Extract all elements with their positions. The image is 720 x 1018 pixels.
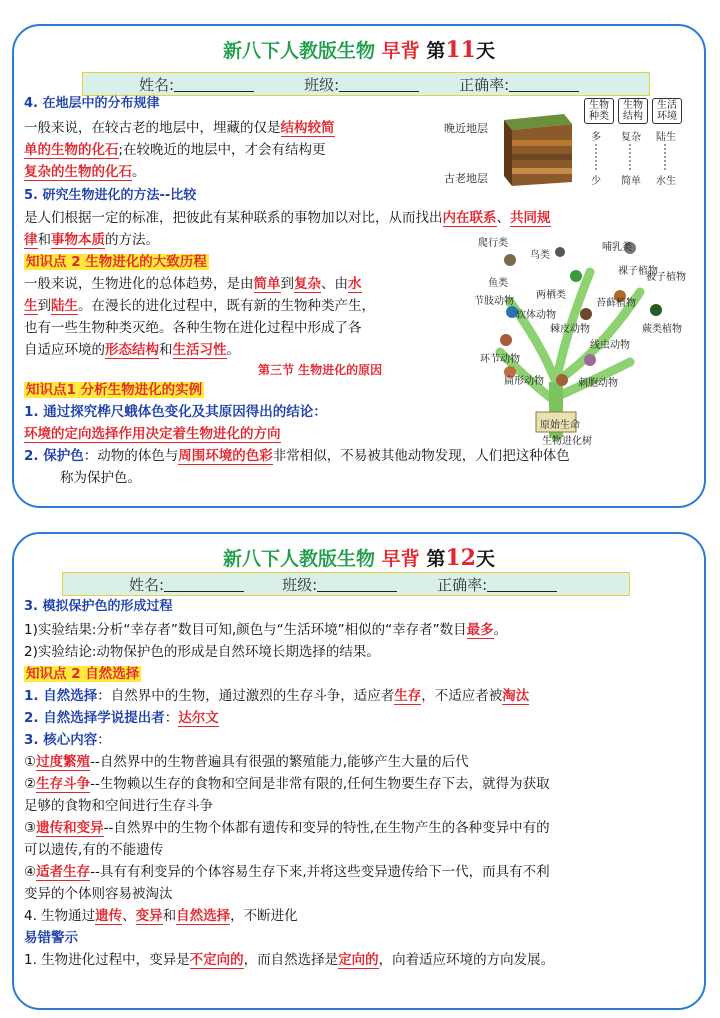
text-span: 非常相似，不易被其他动物发现，人们把这种体色 (272, 448, 570, 464)
class-label: 班级: (282, 575, 318, 594)
text-span: 。 (132, 164, 146, 180)
text-span: 鱼类 (488, 278, 508, 289)
text-span: ② (24, 776, 37, 792)
kp2-heading (24, 252, 209, 272)
text-span: 自然选择 (176, 908, 231, 924)
text-span: 1)实验结果:分析“幸存者”数目可知,颜色与“生活环境”相似的“幸存者”数目 (24, 622, 467, 638)
text-span: 水生 (656, 176, 676, 187)
text-span: ：动物的体色与 (83, 448, 179, 464)
text-span: 不定向的 (189, 952, 244, 968)
kp1-line2 (24, 424, 281, 444)
text-span: 遗传和变异 (36, 820, 104, 836)
strata-col3-head (652, 98, 682, 124)
text-span: 环节动物 (480, 354, 520, 365)
text-span: 律 (24, 232, 38, 248)
text-span: 遗传 (95, 908, 123, 924)
kp2-line2 (24, 296, 375, 316)
text-span: 和 (162, 908, 177, 924)
text-span: 4. 生物通过 (24, 908, 96, 924)
text-span: 生存斗争 (36, 776, 91, 792)
text-span: 最多 (466, 622, 494, 638)
core3-line (24, 818, 550, 838)
text-span: 知识点 2 生物进化的大致历程 (26, 254, 207, 270)
class-label: 班级: (304, 75, 340, 94)
rate-blank[interactable] (509, 77, 579, 92)
title-prefix: 新八下人教版生物 (223, 40, 376, 62)
text-span: ④ (24, 864, 37, 880)
text-span: 复杂的生物的化石 (24, 164, 132, 180)
strata-col1-head (584, 98, 614, 124)
text-span: 1. 自然选择 (24, 688, 98, 704)
text-span: 。 (226, 342, 240, 358)
kp1-heading (24, 380, 204, 400)
name-blank[interactable] (164, 577, 244, 592)
strata-late-label: 晚近地层 (444, 122, 488, 135)
title-day-pre: 第 (426, 548, 446, 570)
text-span: 鸟类 (530, 250, 550, 261)
text-span: 3. 核心内容 (24, 732, 98, 748)
text-span: --具有有利变异的个体容易生存下来,并将这些变异遗传给下一代，而具有不利 (90, 864, 550, 880)
s4-heading: 4. 在地层中的分布规律 (24, 96, 160, 111)
text-span: 哺乳类 (602, 242, 632, 253)
section3-heading: 第三节 生物进化的原因 (258, 363, 383, 377)
text-span: 2. 自然选择学说提出者 (24, 710, 165, 726)
rate-label: 正确率: (459, 75, 510, 94)
text-span: 陆生 (51, 298, 78, 314)
evolution-tree-diagram (470, 232, 694, 447)
text-span: 知识点 2 自然选择 (26, 666, 140, 682)
text-span: 1. 生物进化过程中，变异是 (24, 952, 190, 968)
strata-arrows (588, 140, 678, 172)
text-span: 节肢动物 (474, 296, 514, 307)
s5-line1 (24, 208, 551, 228)
core4-line2: 变异的个体则容易被淘汰 (24, 886, 173, 902)
core1-line (24, 752, 469, 772)
text-span: 棘皮动物 (550, 324, 590, 335)
text-span: 单的生物的化石 (24, 142, 119, 158)
text-span: ③ (24, 820, 37, 836)
core4-line (24, 862, 550, 882)
text-span: 生活环境 (657, 100, 677, 122)
text-span: 自适应环境的 (24, 342, 105, 358)
rate-label: 正确率: (437, 575, 488, 594)
text-span: 淘汰 (502, 688, 530, 704)
warning-line (24, 950, 554, 970)
text-span: 是人们根据一定的标准，把彼此有某种联系的事物加以对比，从而找出 (24, 210, 443, 226)
card-title (14, 544, 704, 571)
text-span: 内在联系 (442, 210, 497, 226)
text-span: --自然界中的生物普遍具有很强的繁殖能力,能够产生大量的后代 (90, 754, 469, 770)
core2-line2: 足够的食物和空间进行生存斗争 (24, 798, 213, 814)
text-span: 生物结构 (623, 100, 643, 122)
text-span: 生物进化树 (542, 436, 592, 447)
text-span: 达尔文 (178, 710, 219, 726)
text-span: 苔藓植物 (596, 298, 636, 309)
text-span: ： (164, 710, 179, 726)
text-span: 形态结构 (105, 342, 159, 358)
text-span: 的方法。 (105, 232, 159, 248)
text-span: 多 (591, 132, 601, 143)
text-span: 线虫动物 (590, 340, 630, 351)
strata-col2-head (618, 98, 648, 124)
text-span: 简单 (621, 176, 641, 187)
text-span: --自然界中的生物个体都有遗传和变异的特性,在生物产生的各种变异中有的 (103, 820, 550, 836)
class-blank[interactable] (339, 77, 419, 92)
k4-line (24, 906, 298, 926)
text-span: 扁形动物 (504, 376, 544, 387)
text-span: 两栖类 (536, 290, 566, 301)
strata-diagram (440, 98, 690, 190)
title-day-num: 11 (445, 37, 476, 63)
k1-line (24, 686, 529, 706)
core2-line (24, 774, 550, 794)
s5-heading: 5. 研究生物进化的方法--比较 (24, 188, 197, 203)
text-span: 到 (280, 276, 294, 292)
text-span: 、 (122, 908, 136, 924)
text-span: 蕨类植物 (642, 324, 682, 335)
conclusion-line: 2)实验结论:动物保护色的形成是自然环境长期选择的结果。 (24, 644, 380, 660)
text-span: 一般来说，生物进化的总体趋势，是由 (24, 276, 254, 292)
title-prefix: 新八下人教版生物 (223, 548, 376, 570)
title-mid: 早背 (381, 40, 420, 62)
strata-block-image (494, 110, 574, 188)
text-span: 到 (37, 298, 51, 314)
text-span: 过度繁殖 (36, 754, 91, 770)
text-span: 。在漫长的进化过程中，既有新的生物种类产生， (78, 298, 375, 314)
text-span: 刺胞动物 (578, 378, 618, 389)
rate-blank[interactable] (487, 577, 557, 592)
warning-heading: 易错警示 (24, 930, 78, 946)
name-bar (82, 72, 650, 96)
core3-line2: 可以遗传,有的不能遗传 (24, 842, 164, 858)
text-span: 生物种类 (589, 100, 609, 122)
s4-line3 (24, 162, 146, 182)
title-day-post: 天 (475, 40, 495, 62)
name-bar (62, 572, 630, 596)
title-day-post: 天 (475, 548, 495, 570)
kp2-line3: 也有一些生物种类灭绝。各种生物在进化过程中形成了各 (24, 320, 362, 336)
text-span: 少 (591, 176, 601, 187)
text-span: ，不适应者被 (421, 688, 503, 704)
kp2-line1 (24, 274, 362, 294)
title-day-num: 12 (445, 545, 476, 571)
text-span: 和 (159, 342, 173, 358)
text-span: 复杂 (294, 276, 321, 292)
s4-line1 (24, 118, 335, 138)
text-span: ;在较晚近的地层中，才会有结构更 (118, 142, 326, 158)
kp2-heading (24, 664, 141, 684)
text-span: 适者生存 (36, 864, 91, 880)
text-span: 复杂 (621, 132, 641, 143)
text-span: 一般来说，在较古老的地层中，埋藏的仅是 (24, 120, 281, 136)
name-label: 姓名: (129, 575, 165, 594)
text-span: ① (24, 754, 37, 770)
text-span: 陆生 (656, 132, 676, 143)
text-span: 2. 保护色 (24, 448, 84, 464)
kp1-line1: 1. 通过探究桦尺蛾体色变化及其原因得出的结论： (24, 404, 327, 420)
name-label: 姓名: (139, 75, 175, 94)
kp1-line4: 称为保护色。 (60, 470, 141, 486)
text-span: 环境的定向选择作用决定着生物进化的方向 (24, 426, 281, 442)
text-span: 软体动物 (516, 310, 556, 321)
k2-line (24, 708, 219, 728)
text-span: 定向的 (338, 952, 379, 968)
text-span: ： (97, 732, 111, 748)
text-span: 爬行类 (478, 238, 508, 249)
s3-heading: 3. 模拟保护色的形成过程 (24, 599, 173, 614)
text-span: 结构较简 (280, 120, 335, 136)
text-span: ，而自然选择是 (243, 952, 339, 968)
k3-line (24, 730, 111, 750)
s4-line2 (24, 140, 326, 160)
text-span: 原始生命 (540, 420, 580, 431)
title-mid: 早背 (381, 548, 420, 570)
kp1-line3 (24, 446, 570, 466)
class-blank[interactable] (317, 577, 397, 592)
text-span: ，不断进化 (230, 908, 298, 924)
card-title (14, 36, 704, 63)
text-span: 知识点1 分析生物进化的实例 (26, 382, 203, 398)
text-span: 水 (348, 276, 362, 292)
text-span: 裸子植物 (618, 266, 658, 277)
text-span: 简单 (253, 276, 281, 292)
text-span: 生 (24, 298, 38, 314)
title-day-pre: 第 (426, 40, 446, 62)
text-span: ：自然界中的生物，通过激烈的生存斗争，适应者 (97, 688, 395, 704)
kp2-line4 (24, 340, 240, 360)
text-span: 变异 (135, 908, 163, 924)
text-span: ，向着适应环境的方向发展。 (378, 952, 555, 968)
text-span: 、 (496, 210, 510, 226)
text-span: 。 (493, 622, 508, 638)
text-span: 、由 (321, 276, 348, 292)
text-span: 和 (37, 232, 51, 248)
text-span: 共同规 (510, 210, 551, 226)
s5-line2 (24, 230, 159, 250)
text-span: 生活习性 (172, 342, 227, 358)
result-line (24, 620, 507, 640)
evolution-tree-image (470, 232, 694, 444)
strata-old-label: 古老地层 (444, 172, 488, 185)
text-span: 被子植物 (646, 272, 686, 283)
text-span: 周围环境的色彩 (178, 448, 273, 464)
text-span: 事物本质 (51, 232, 105, 248)
text-span: --生物赖以生存的食物和空间是非常有限的,任何生物要生存下去，就得为获取 (90, 776, 550, 792)
name-blank[interactable] (174, 77, 254, 92)
text-span: 生存 (394, 688, 422, 704)
